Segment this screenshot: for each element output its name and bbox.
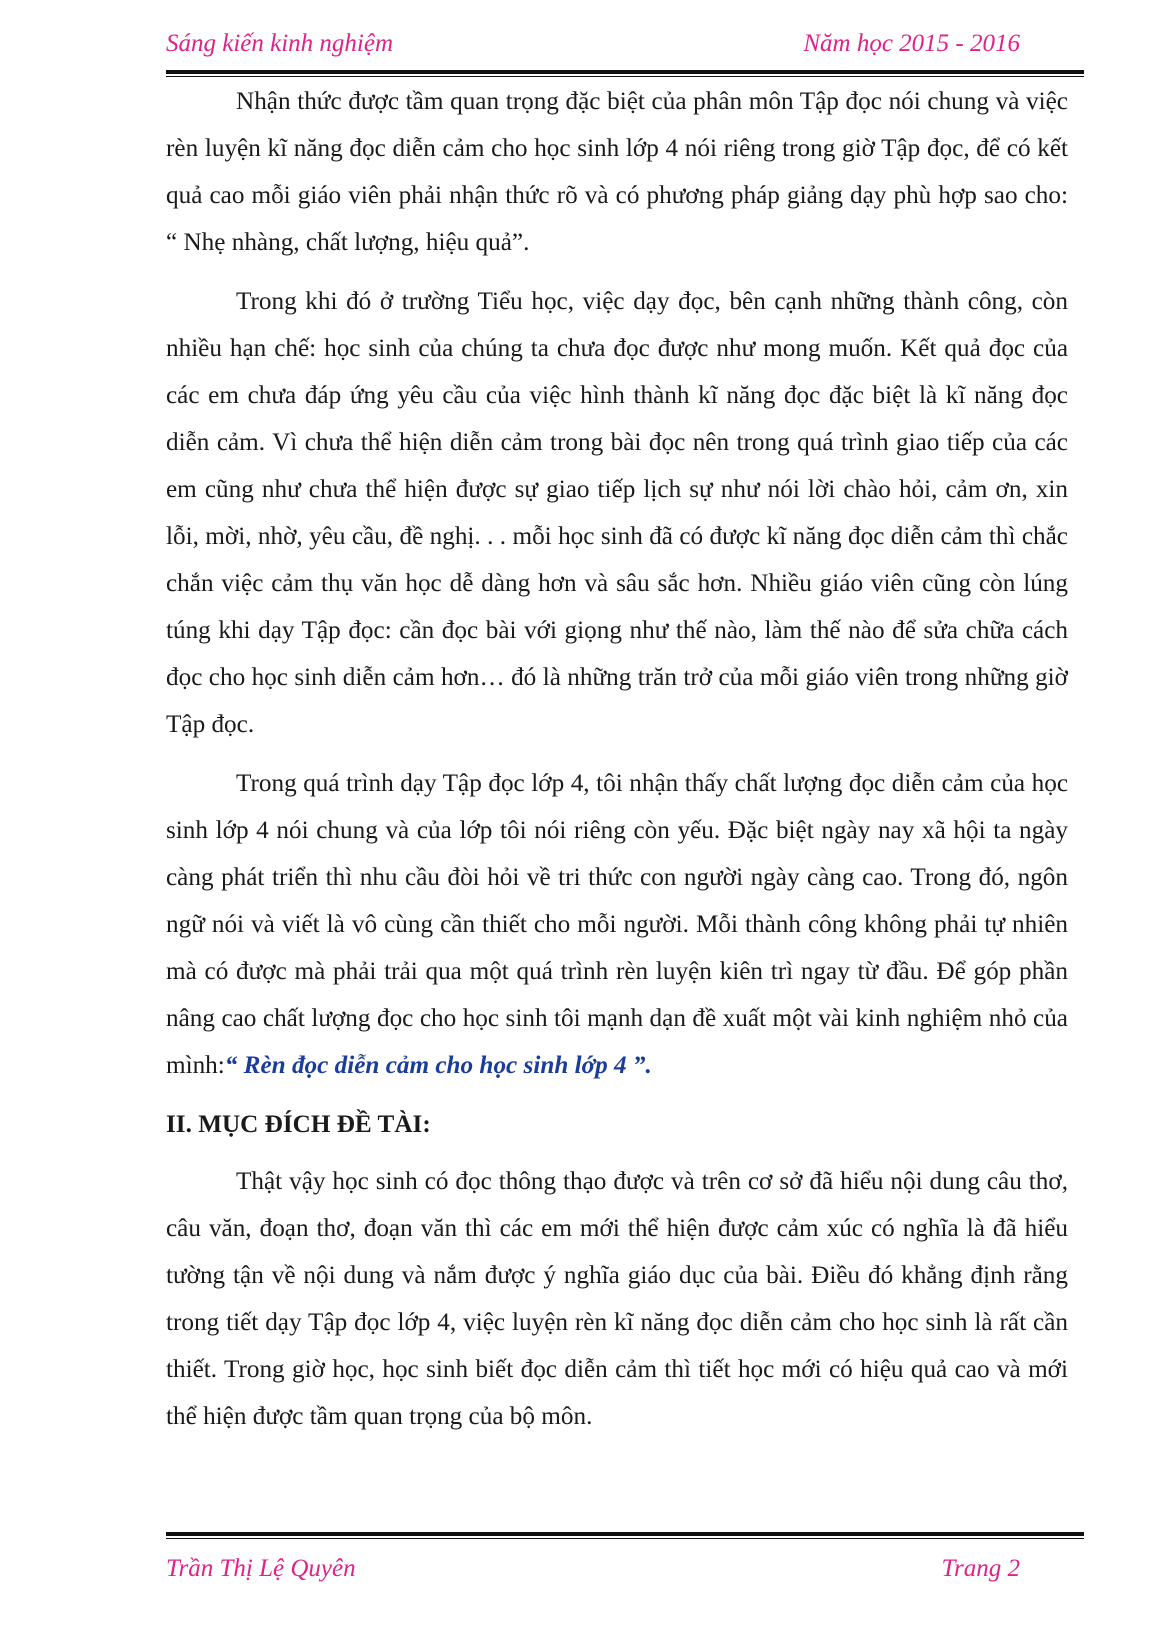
- footer-rule: [166, 1532, 1084, 1539]
- header-title: Sáng kiến kinh nghiệm: [166, 30, 394, 57]
- paragraph-3: [166, 760, 1068, 1089]
- paragraph-2: Trong khi đó ở trường Tiểu học, việc dạy đọc, bên cạnh những thành công, còn nhiều hạn chế: học sinh của chúng ta chưa đọc được như mong muốn. Kết quả đọc của các em chưa đáp ứng yêu cầu của việc hình thành kĩ năng đọc đặc biệt là kĩ năng đọc diễn cảm. Vì chưa thể hiện diễn cảm trong bài đọc nên trong quá trình giao tiếp của các em cũng như chưa thể hiện được sự giao tiếp lịch sự như nói lời chào hỏi, cảm ơn, xin lỗi, mời, nhờ, yêu cầu, đề nghị. . . mỗi học sinh đã có được kĩ năng đọc diễn cảm thì chắc chắn việc cảm thụ văn học dễ dàng hơn và sâu sắc hơn. Nhiều giáo viên cũng còn lúng túng khi dạy Tập đọc: cần đọc bài với giọng như thế nào, làm thế nào để sửa chữa cách đọc cho học sinh diễn cảm hơn… đó là những trăn trở của mỗi giáo viên trong những giờ Tập đọc.: [166, 288, 1068, 738]
- page-header: [166, 30, 1050, 66]
- author-name: Trần Thị Lệ Quyên: [166, 1555, 356, 1582]
- header-school-year: Năm học 2015 - 2016: [803, 30, 1020, 57]
- paragraph-1: Nhận thức được tầm quan trọng đặc biệt của phân môn Tập đọc nói chung và việc rèn luyện kĩ năng đọc diễn cảm cho học sinh lớp 4 nói riêng trong giờ Tập đọc, để có kết quả cao mỗi giáo viên phải nhận thức rõ và có phương pháp giảng dạy phù hợp sao cho: “ Nhẹ nhàng, chất lượng, hiệu quả”.: [166, 88, 1068, 256]
- header-rule: [166, 70, 1084, 77]
- page-number: Trang 2: [941, 1555, 1020, 1582]
- document-body: [166, 78, 1068, 1440]
- topic-title-emphasis: “ Rèn đọc diễn cảm cho học sinh lớp 4 ”.: [224, 1052, 652, 1079]
- page-footer: [166, 1555, 1050, 1595]
- paragraph-3-text: Trong quá trình dạy Tập đọc lớp 4, tôi nhận thấy chất lượng đọc diễn cảm của học sinh lớp 4 nói chung và của lớp tôi nói riêng còn yếu. Đặc biệt ngày nay xã hội ta ngày càng phát triển thì nhu cầu đòi hỏi về tri thức con người ngày càng cao. Trong đó, ngôn ngữ nói và viết là vô cùng cần thiết cho mỗi người. Mỗi thành công không phải tự nhiên mà có được mà phải trải qua một quá trình rèn luyện kiên trì ngay từ đầu. Để góp phần nâng cao chất lượng đọc cho học sinh tôi mạnh dạn đề xuất một vài kinh nghiệm nhỏ của mình:: [166, 770, 1068, 1079]
- paragraph-4: Thật vậy học sinh có đọc thông thạo được và trên cơ sở đã hiểu nội dung câu thơ, câu văn, đoạn thơ, đoạn văn thì các em mới thể hiện được cảm xúc có nghĩa là đã hiểu tường tận về nội dung và nắm được ý nghĩa giáo dục của bài. Điều đó khẳng định rằng trong tiết dạy Tập đọc lớp 4, việc luyện rèn kĩ năng đọc diễn cảm cho học sinh là rất cần thiết. Trong giờ học, học sinh biết đọc diễn cảm thì tiết học mới có hiệu quả cao và mới thể hiện được tầm quan trọng của bộ môn.: [166, 1168, 1068, 1430]
- section-heading: II. MỤC ĐÍCH ĐỀ TÀI:: [166, 1111, 431, 1138]
